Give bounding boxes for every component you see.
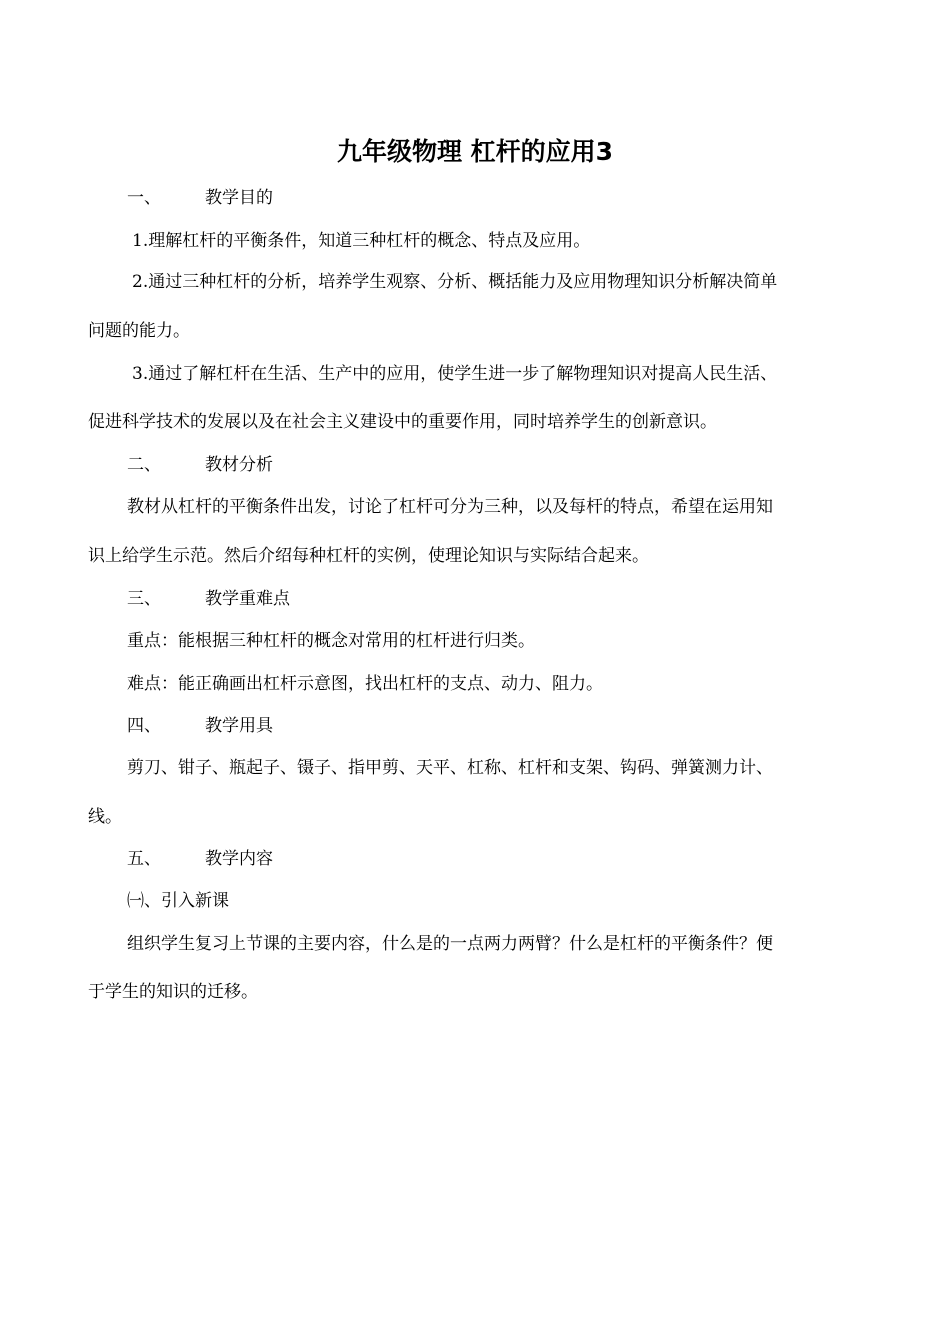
section-heading-material-analysis [127, 453, 273, 477]
section-title: 教学内容 [205, 849, 273, 869]
section-title: 教学用具 [205, 716, 273, 736]
paragraph-line: 3.通过了解杠杆在生活、生产中的应用，使学生进一步了解物理知识对提高人民生活、 [132, 364, 778, 384]
paragraph-line: 促进科学技术的发展以及在社会主义建设中的重要作用，同时培养学生的创新意识。 [88, 412, 717, 432]
paragraph-line: 剪刀、钳子、瓶起子、镊子、指甲剪、天平、杠称、杠杆和支架、钩码、弹簧测力计、 [127, 758, 773, 778]
paragraph-line: 于学生的知识的迁移。 [88, 982, 258, 1002]
section-heading-teaching-goals [127, 186, 273, 210]
section-number: 五、 [127, 849, 161, 869]
paragraph-line: 线。 [88, 807, 122, 827]
section-title: 教学目的 [205, 188, 273, 208]
section-title: 教材分析 [205, 455, 273, 475]
section-title: 教学重难点 [205, 589, 290, 609]
paragraph-line: 教材从杠杆的平衡条件出发，讨论了杠杆可分为三种，以及每杆的特点，希望在运用知 [127, 497, 773, 517]
section-heading-teaching-tools [127, 714, 273, 738]
paragraph-line: 问题的能力。 [88, 321, 190, 341]
section-heading-teaching-content [127, 847, 273, 871]
paragraph-line: 识上给学生示范。然后介绍每种杠杆的实例，使理论知识与实际结合起来。 [88, 546, 649, 566]
document-title: 九年级物理 杠杆的应用3 [336, 137, 614, 166]
section-number: 一、 [127, 188, 161, 208]
section-number: 三、 [127, 589, 161, 609]
section-number: 四、 [127, 716, 161, 736]
paragraph-line: 1.理解杠杆的平衡条件，知道三种杠杆的概念、特点及应用。 [132, 231, 591, 251]
section-number: 二、 [127, 455, 161, 475]
paragraph-line: 难点：能正确画出杠杆示意图，找出杠杆的支点、动力、阻力。 [127, 674, 603, 694]
paragraph-line: 重点：能根据三种杠杆的概念对常用的杠杆进行归类。 [127, 631, 535, 651]
section-heading-key-points [127, 587, 290, 611]
paragraph-line: 2.通过三种杠杆的分析，培养学生观察、分析、概括能力及应用物理知识分析解决简单 [132, 272, 778, 292]
paragraph-line: ㈠、引入新课 [127, 891, 229, 911]
paragraph-line: 组织学生复习上节课的主要内容，什么是的一点两力两臂？什么是杠杆的平衡条件？便 [127, 934, 773, 954]
